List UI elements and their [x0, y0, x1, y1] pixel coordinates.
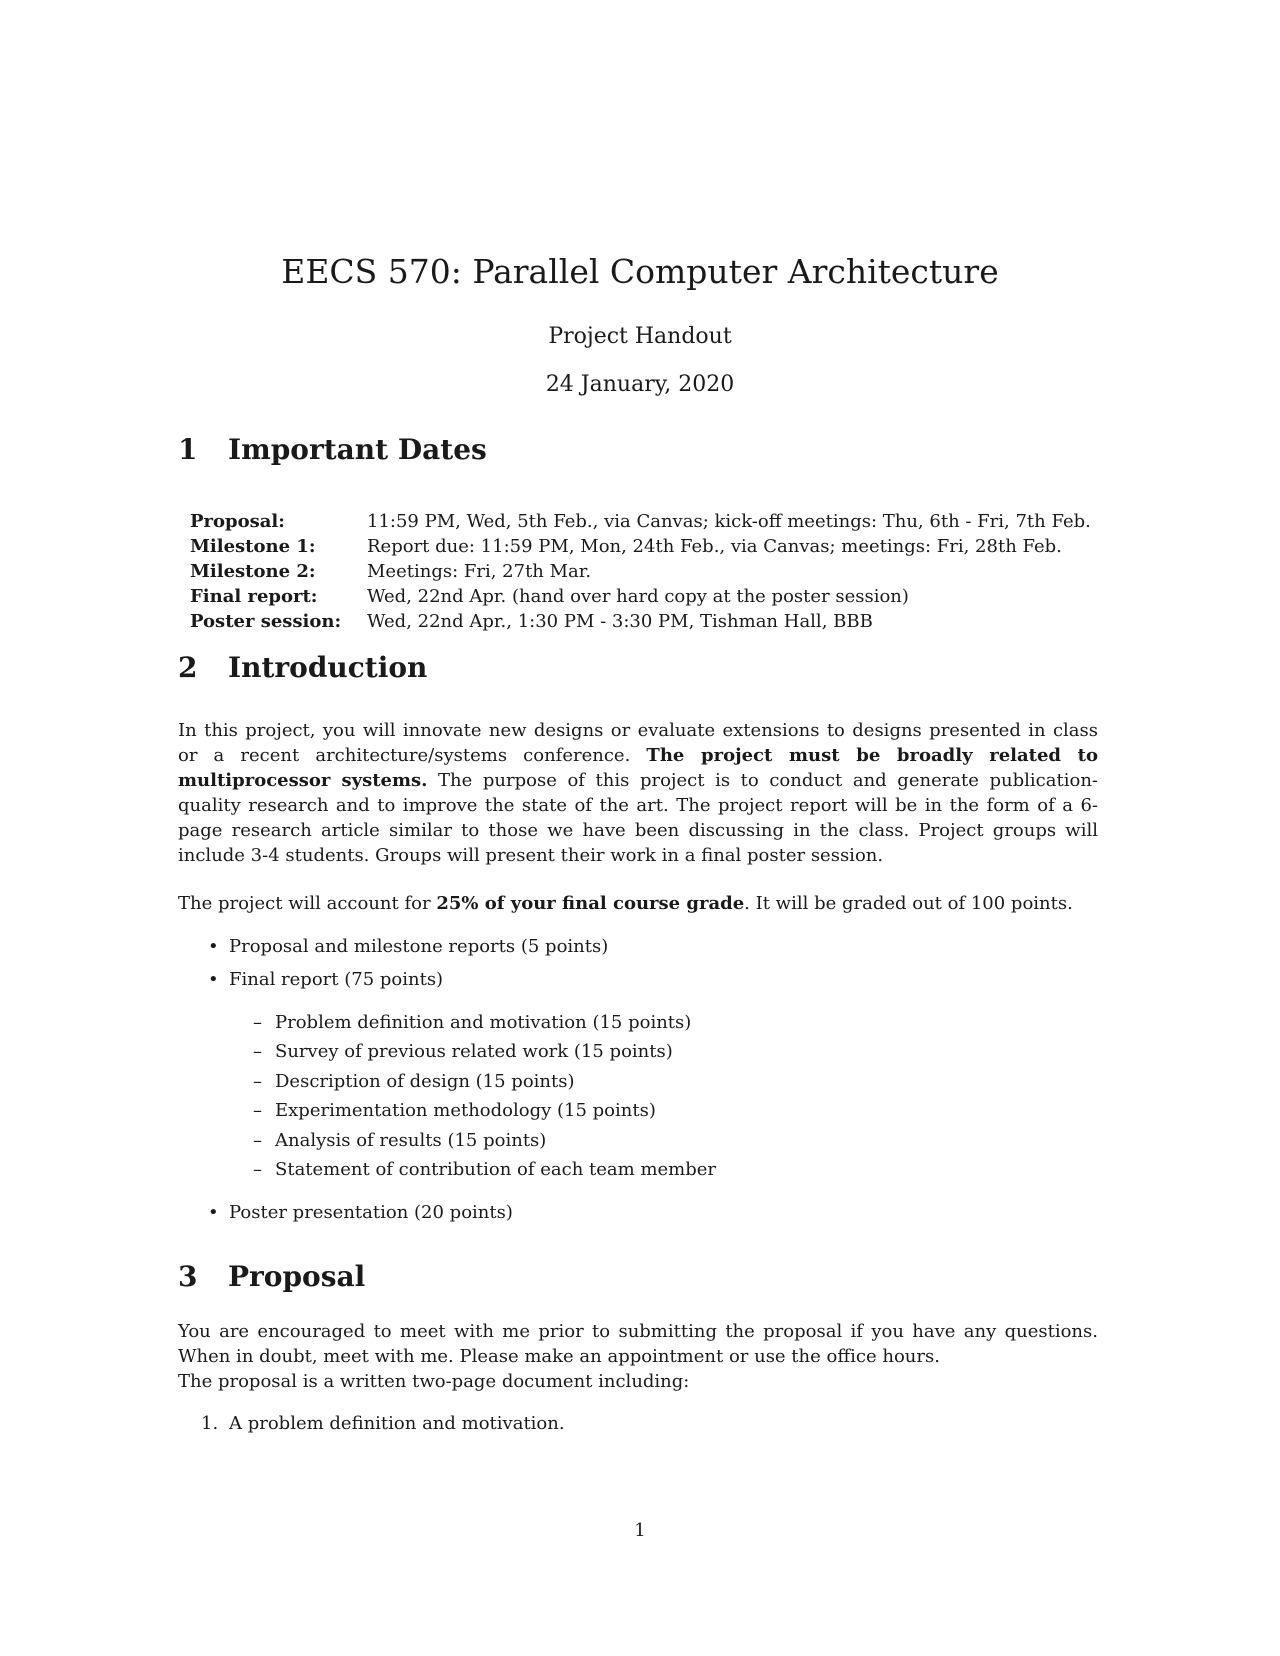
sub-list-item: Experimentation methodology (15 points)	[275, 1100, 656, 1121]
section-title: Introduction	[228, 651, 428, 684]
intro-paragraph	[178, 718, 1098, 868]
list-item: Poster presentation (20 points)	[229, 1202, 513, 1223]
dash-icon: –	[253, 1159, 262, 1180]
sub-list-item: Analysis of results (15 points)	[275, 1130, 547, 1151]
list-marker: 1.	[201, 1413, 219, 1434]
document-title: EECS 570: Parallel Computer Architecture	[281, 252, 999, 291]
date-row	[190, 584, 1091, 609]
date-row	[190, 534, 1091, 559]
date-row	[190, 609, 1091, 634]
date-label: Final report:	[190, 586, 318, 607]
date-row	[190, 509, 1091, 534]
dash-icon: –	[253, 1100, 262, 1121]
date-label: Poster session:	[190, 611, 342, 632]
list-item: Final report (75 points)	[229, 969, 444, 990]
numbered-list-item: A problem definition and motivation.	[229, 1413, 565, 1434]
dash-icon: –	[253, 1012, 262, 1033]
sub-list-item: Problem definition and motivation (15 points)	[275, 1012, 692, 1033]
document-date: 24 January, 2020	[545, 372, 735, 397]
bullet-icon: •	[208, 1202, 219, 1223]
intro-text: The purpose of this project is to conduct and generate publication-quality research and to improve the state of the art. The project report will be in the form of a 6-page research article similar to those we have been discussing in the class. Project groups will include 3-4 students. Groups will present their work in a final poster session.	[178, 770, 1098, 866]
proposal-paragraph: You are encouraged to meet with me prior to submitting the proposal if you have any questions. When in doubt, meet with me. Please make an appointment or use the office hours.	[178, 1321, 1098, 1367]
grade-emphasis: 25% of your final course grade	[436, 893, 745, 914]
list-item: Proposal and milestone reports (5 points)	[229, 936, 609, 957]
date-value: Wed, 22nd Apr., 1:30 PM - 3:30 PM, Tishman Hall, BBB	[367, 611, 873, 632]
date-value: Meetings: Fri, 27th Mar.	[367, 561, 592, 582]
date-label: Milestone 2:	[190, 561, 316, 582]
sub-list-item: Survey of previous related work (15 points)	[275, 1041, 673, 1062]
date-row	[190, 559, 1091, 584]
important-dates-table	[190, 509, 1091, 634]
section-title: Important Dates	[228, 433, 487, 466]
sub-list-item: Statement of contribution of each team member	[275, 1159, 717, 1180]
grade-paragraph	[178, 891, 1098, 916]
date-label: Proposal:	[190, 511, 285, 532]
section-heading-important-dates	[178, 433, 487, 467]
bullet-icon: •	[208, 936, 219, 957]
section-title: Proposal	[228, 1260, 366, 1293]
section-heading-proposal	[178, 1260, 365, 1294]
page-number: 1	[634, 1520, 646, 1541]
date-value: Report due: 11:59 PM, Mon, 24th Feb., via Canvas; meetings: Fri, 28th Feb.	[367, 536, 1062, 557]
dash-icon: –	[253, 1041, 262, 1062]
date-label: Milestone 1:	[190, 536, 316, 557]
section-number: 2	[178, 651, 198, 684]
grade-text: The project will account for	[178, 893, 437, 914]
intro-text: In this project, you will innovate new designs or evaluate extensions to designs presented in class or a recent architecture/systems conference.	[178, 720, 1098, 766]
section-number: 1	[178, 433, 198, 466]
intro-emphasis: The project must be broadly related to multiprocessor systems.	[178, 745, 1098, 791]
date-value: Wed, 22nd Apr. (hand over hard copy at the poster session)	[367, 586, 909, 607]
proposal-paragraph: The proposal is a written two-page document including:	[178, 1371, 690, 1392]
dash-icon: –	[253, 1130, 262, 1151]
document-subtitle: Project Handout	[548, 324, 732, 349]
grade-text: . It will be graded out of 100 points.	[744, 893, 1073, 914]
dash-icon: –	[253, 1071, 262, 1092]
date-value: 11:59 PM, Wed, 5th Feb., via Canvas; kick-off meetings: Thu, 6th - Fri, 7th Feb.	[367, 511, 1091, 532]
sub-list-item: Description of design (15 points)	[275, 1071, 575, 1092]
section-number: 3	[178, 1260, 198, 1293]
section-heading-introduction	[178, 651, 427, 685]
bullet-icon: •	[208, 969, 219, 990]
